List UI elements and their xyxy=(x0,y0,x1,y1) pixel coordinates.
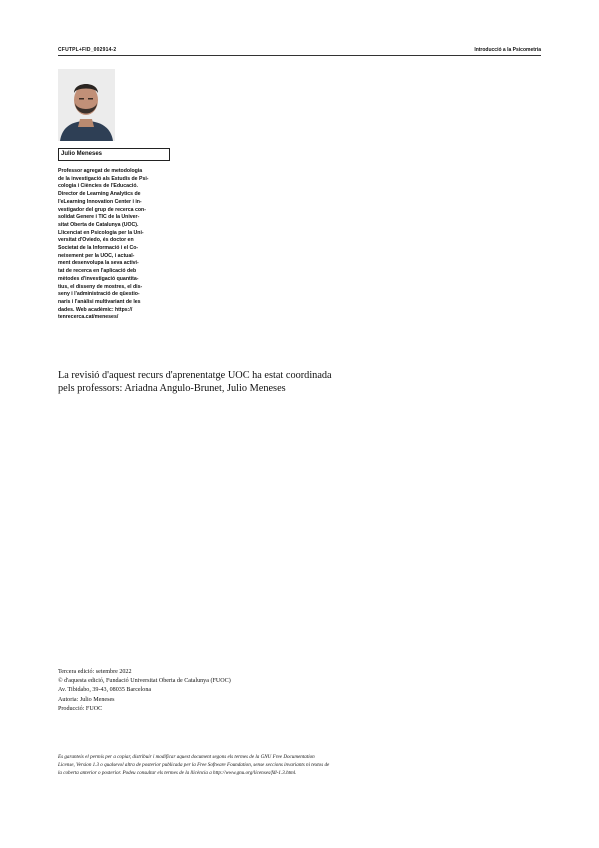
bio-line: mètodes d'investigació quantita- xyxy=(58,275,139,282)
bio-line: sitat Oberta de Catalunya (UOC). xyxy=(58,221,139,228)
license-line: Es garanteix el permís per a copiar, distribuir i modificar aquest document segons els termes de la GNU Free Documentation xyxy=(58,754,315,760)
author-name: Julio Meneses xyxy=(61,151,103,157)
bio-line: tenrecerca.cat/meneses/ xyxy=(58,314,119,321)
bio-line: ment desenvolupa la seva activi- xyxy=(58,260,139,267)
author-bio xyxy=(58,168,171,322)
bio-line: Societat de la Informació i el Co- xyxy=(58,245,139,252)
bio-line: dades. Web acadèmic: https:// xyxy=(58,306,133,313)
edition-line: Autoria: Julio Meneses xyxy=(58,696,115,703)
license-line: la coberta anterior o posterior. Podeu consultar els termes de la llicència a http://www.gnu.org/licenses/fdl-1.3.html. xyxy=(58,770,297,776)
edition-line: © d'aquesta edició, Fundació Universitat Oberta de Catalunya (FUOC) xyxy=(58,678,231,685)
license-line: License, Version 1.3 o qualsevol altra de posterior publicada per la Free Software Foundation, sense seccions invariants ni textos de xyxy=(58,762,330,768)
coordination-line: La revisió d'aquest recurs d'aprenentatge UOC ha estat coordinada xyxy=(58,370,332,381)
bio-line: tat de recerca en l'aplicació deb xyxy=(58,268,137,275)
bio-line: naris i l'anàlisi multivariant de les xyxy=(58,298,141,305)
bio-line: Director de Learning Analytics de xyxy=(58,191,141,198)
bio-line: Llicenciat en Psicologia per la Uni- xyxy=(58,229,144,236)
coordination-note xyxy=(58,369,332,395)
header-rule xyxy=(58,55,541,56)
header-code: CFUTPL+FID_002914-2 xyxy=(58,47,117,53)
bio-line: solidat Genere i TIC de la Univer- xyxy=(58,214,140,221)
coordination-line: pels professors: Ariadna Angulo-Brunet, Julio Meneses xyxy=(58,383,286,394)
bio-line: tius, el disseny de mostres, el dis- xyxy=(58,283,143,290)
author-photo xyxy=(58,69,115,141)
header-title: Introducció a la Psicometria xyxy=(474,47,541,53)
bio-line: cologia i Ciències de l'Educació. xyxy=(58,183,138,190)
edition-line: Tercera edició: setembre 2022 xyxy=(58,669,132,675)
license-notice xyxy=(58,753,329,777)
bio-line: Professor agregat de metodologia xyxy=(58,168,143,174)
author-name-box xyxy=(58,148,170,161)
edition-line: Av. Tibidabo, 39-43, 08035 Barcelona xyxy=(58,687,152,694)
bio-line: vestigador del grup de recerca con- xyxy=(58,206,146,213)
bio-line: l'eLearning Innovation Center i in- xyxy=(58,198,142,205)
bio-line: de la investigació als Estudis de Psi- xyxy=(58,175,149,182)
bio-line: neixement per la UOC, i actual- xyxy=(58,252,135,259)
edition-line: Producció: FUOC xyxy=(58,705,103,712)
bio-line: seny i l'administració de qüestio- xyxy=(58,291,140,298)
bio-line: versitat d'Oviedo, és doctor en xyxy=(58,237,134,244)
edition-info xyxy=(58,668,231,714)
